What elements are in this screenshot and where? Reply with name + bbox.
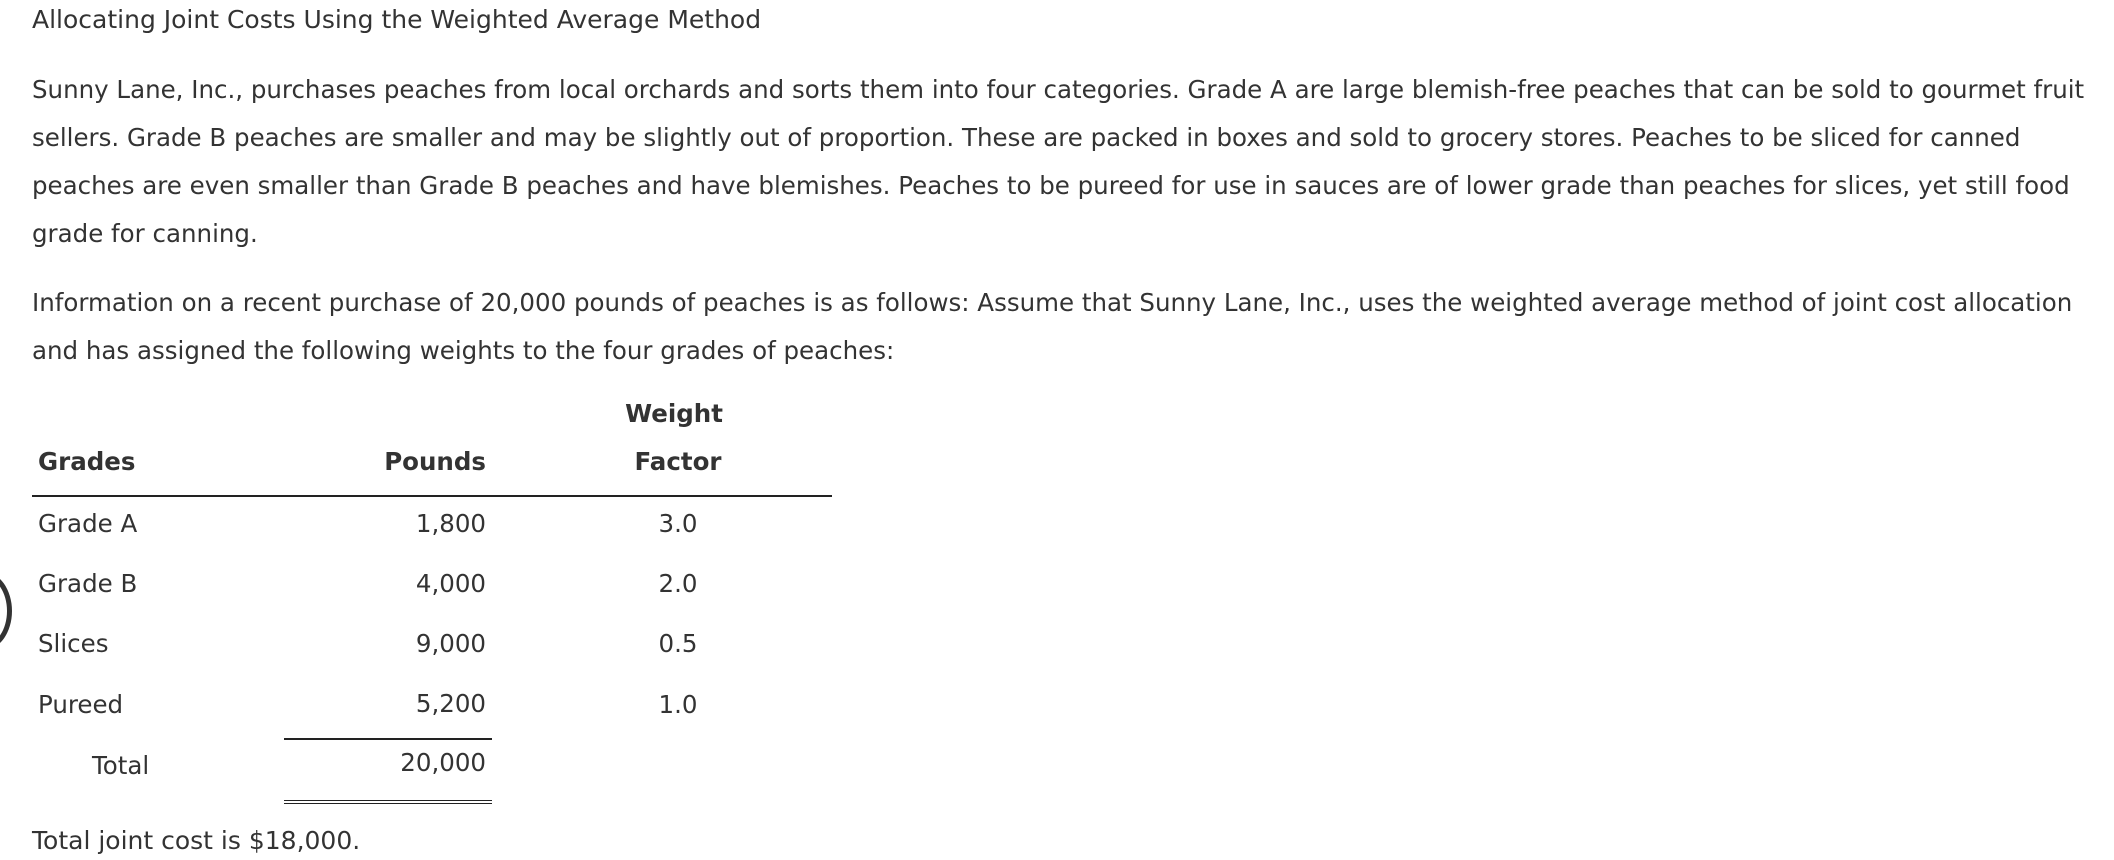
row-weight: 3.0 xyxy=(658,509,698,538)
header-grades: Grades xyxy=(38,447,136,476)
row-weight: 2.0 xyxy=(658,569,698,598)
info-paragraph: Information on a recent purchase of 20,000 pounds of peaches is as follows: Assume that Sunny Lane, Inc., uses the weighted average method of joint cost allocation and has assigned the following weights to the four grades of peaches: xyxy=(32,288,2073,365)
page-title: Allocating Joint Costs Using the Weighted Average Method xyxy=(32,5,762,34)
subtotal-rule xyxy=(284,738,492,740)
row-grade: Pureed xyxy=(38,690,124,719)
header-weight-line2: Factor xyxy=(634,447,722,476)
partial-circle-decoration xyxy=(0,572,12,650)
row-grade: Grade B xyxy=(38,569,138,598)
header-weight-line1: Weight xyxy=(625,399,723,428)
row-pounds: 1,800 xyxy=(415,509,486,538)
row-pounds: 9,000 xyxy=(415,629,486,658)
total-joint-cost: Total joint cost is $18,000. xyxy=(32,826,361,855)
row-weight: 0.5 xyxy=(658,629,698,658)
header-rule xyxy=(32,495,832,497)
header-pounds: Pounds xyxy=(384,447,486,476)
total-double-rule xyxy=(284,800,492,804)
row-pounds: 4,000 xyxy=(415,569,486,598)
intro-paragraph: Sunny Lane, Inc., purchases peaches from local orchards and sorts them into four categories. Grade A are large blemish-free peaches that can be sold to gourmet fruit sellers. Grade B peaches are smaller and may be slightly out of proportion. These are packed in boxes and sold to grocery stores. Peaches to be sliced for canned peaches are even smaller than Grade B peaches and have blemishes. Peaches to be pureed for use in sauces are of lower grade than peaches for slices, yet still food grade for canning. xyxy=(32,75,2085,248)
total-label: Total xyxy=(92,751,150,780)
row-pounds: 5,200 xyxy=(415,689,486,718)
grades-table xyxy=(32,390,832,820)
row-grade: Slices xyxy=(38,629,109,658)
row-grade: Grade A xyxy=(38,509,138,538)
total-pounds: 20,000 xyxy=(400,748,486,777)
row-weight: 1.0 xyxy=(658,690,698,719)
